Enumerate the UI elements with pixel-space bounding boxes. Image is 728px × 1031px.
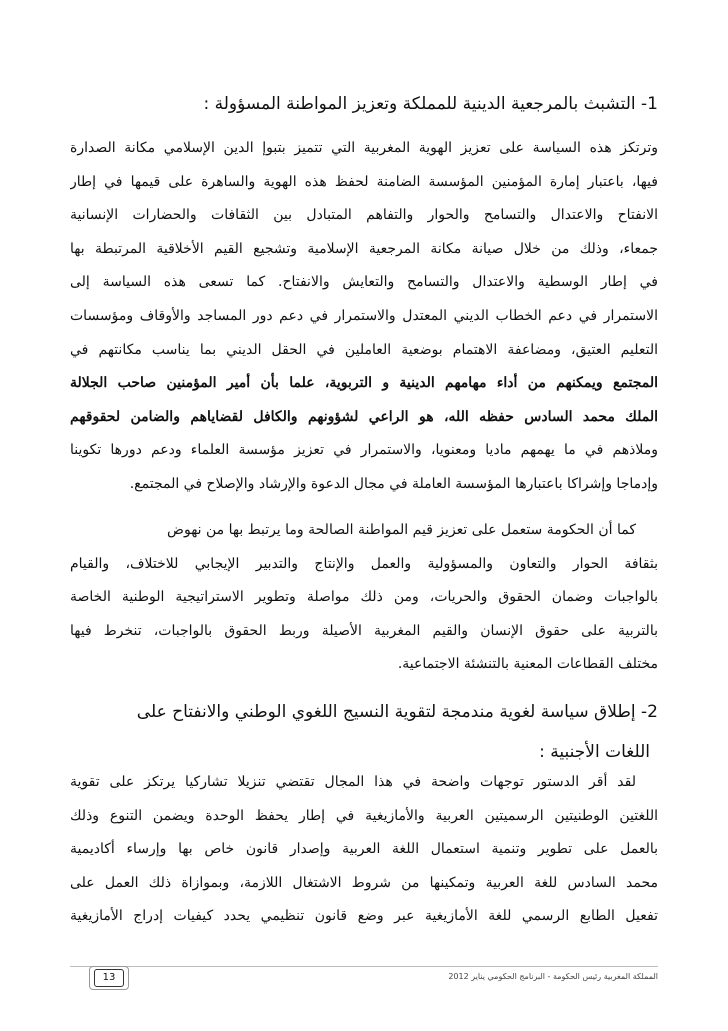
text-line: الملك محمد السادس حفظه الله، هو الراعي لشؤونهم والكافل لقضاياهم والضامن لحقوقهم [70,408,658,425]
text-line: الانفتاح والاعتدال والتسامح والحوار والتفاهم المتبادل بين الثقافات والحضارات الإنسانية [70,207,658,224]
paragraph-religious-reference [70,132,658,502]
section-heading: 1- التشبث بالمرجعية الدينية للمملكة وتعزيز المواطنة المسؤولة : [203,94,658,114]
text-line: التعليم العتيق، ومضاعفة الاهتمام بوضعية العاملين في الحقل الديني بما يناسب مكانتهم في [70,341,658,358]
page-number: 13 [94,969,124,987]
text-line: تفعيل الطابع الرسمي للغة الأمازيغية عبر وضع قانون تنظيمي يحدد كيفيات إدراج الأمازيغية [70,908,658,925]
text-line: بالتربية على حقوق الإنسان والقيم المغربية الأصيلة وربط الحقوق بالواجبات، تنخرط فيها [70,622,658,639]
text-line: لقد أقر الدستور توجهات واضحة في هذا المجال تقتضي تنزيلا تشاركيا يرتكز على تقوية [70,774,636,790]
text-line: وترتكز هذه السياسة على تعزيز الهوية المغربية التي تتميز بتبوإ الدين الإسلامي مكانة الصدارة [70,140,658,156]
text-line: محمد السادس للغة العربية وتمكينها من شروط الاشتغال اللازمة، وبموازاة ذلك العمل على [70,874,658,891]
section-heading-line-1: 2- إطلاق سياسة لغوية مندمجة لتقوية النسيج اللغوي الوطني والانفتاح على [136,702,658,722]
text-line: وملاذهم في ما يهمهم ماديا ومعنويا، والاستمرار في تعزيز مؤسسة العلماء ودعم دورها تكوينا [70,442,658,459]
text-line: وإدماجا وإشراكا باعتبارها المؤسسة العاملة في مجال الدعوة والإرشاد والإصلاح في المجتمع. [129,475,658,492]
text-line: فيها، باعتبار إمارة المؤمنين المؤسسة الضامنة لحفظ هذه الهوية والساهرة على قيمها في إطار [70,173,658,190]
text-line: المجتمع ويمكنهم من أداء مهامهم الدينية و التربوية، علما بأن أمير المؤمنين صاحب الجلالة [70,375,658,392]
paragraph-citizenship [70,514,658,682]
section-heading-line-2: اللغات الأجنبية : [539,742,650,762]
paragraph-language-policy [70,766,658,934]
text-line: بثقافة الحوار والتعاون والمسؤولية والعمل والإنتاج والتدبير الإيجابي للاختلاف، والقيام [70,555,658,572]
footer-text: المملكة المغربية رئيس الحكومة - البرنامج الحكومي يناير 2012 [448,972,658,981]
text-line: بالواجبات وضمان الحقوق والحريات، ومن ذلك مواصلة وتطوير الاستراتيجية الوطنية الخاصة [70,589,658,606]
text-line: بالعمل على تطوير وتنمية استعمال اللغة العربية وإصدار قانون خاص بها وإرساء أكاديمية [70,841,658,858]
footer-divider [70,966,658,967]
section-2-heading [70,698,658,766]
text-line: في إطار الوسطية والاعتدال والتسامح والتعايش والانفتاح. كما تسعى هذه السياسة إلى [70,274,658,291]
text-line: جمعاء، وذلك من خلال صيانة مكانة المرجعية الإسلامية وتشجيع القيم الأخلاقية المرتبطة بها [70,240,658,257]
text-line: الاستمرار في دعم الخطاب الديني المعتدل والاستمرار في دعم دور المساجد والأوقاف ومؤسسات [70,307,658,324]
page-footer [70,966,658,990]
section-1-heading [70,90,658,118]
text-line: مختلف القطاعات المعنية بالتنشئة الاجتماعية. [397,656,658,673]
text-line: كما أن الحكومة ستعمل على تعزيز قيم المواطنة الصالحة وما يرتبط بها من نهوض [167,522,636,538]
text-line: اللغتين الوطنيتين الرسميتين العربية والأمازيغية في إطار يحفظ الوحدة ويضمن التنوع وذلك [70,807,658,824]
